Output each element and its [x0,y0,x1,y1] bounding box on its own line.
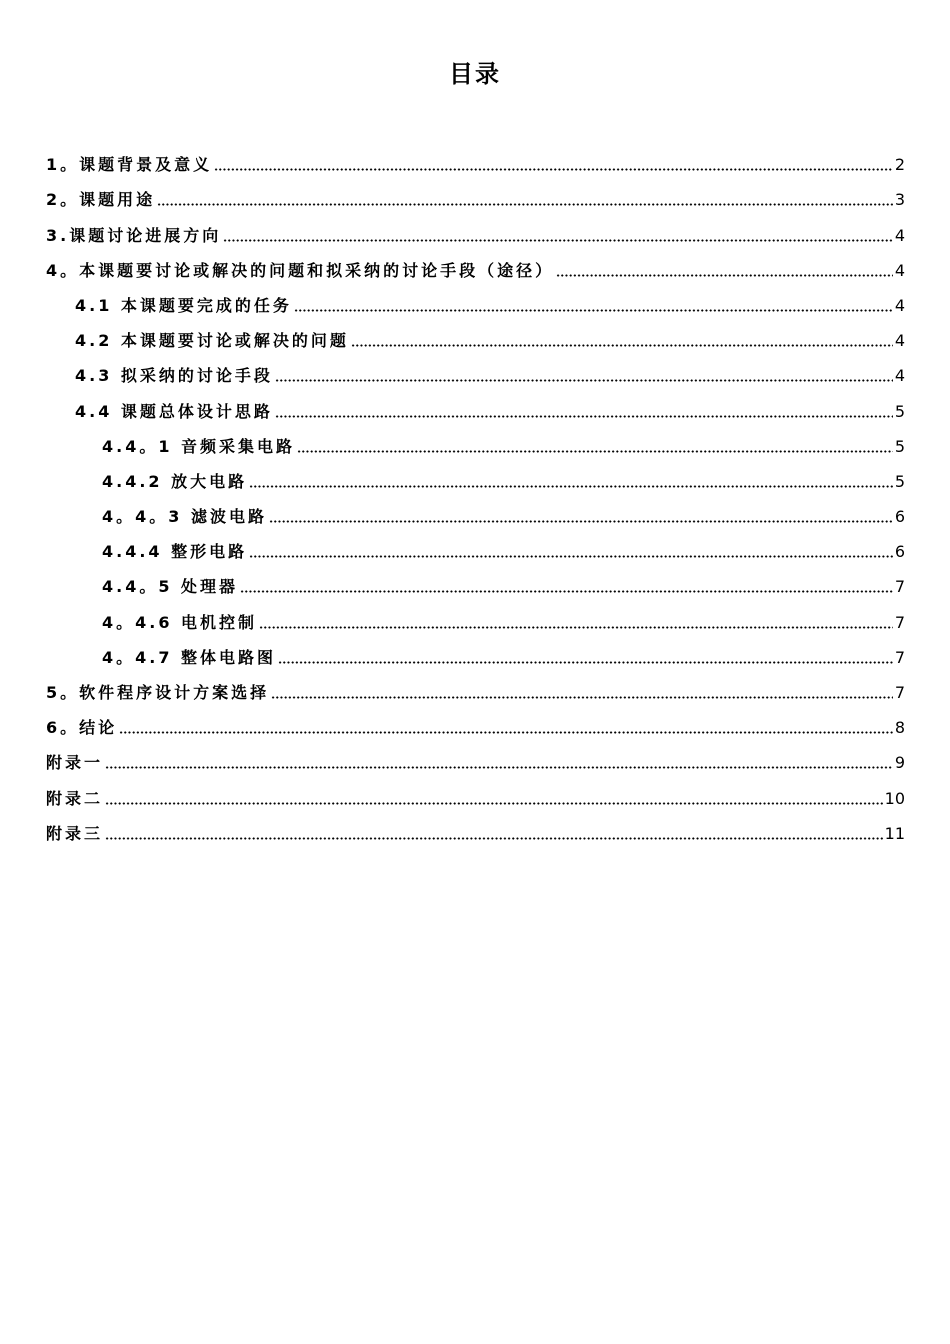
toc-dot-leader [297,441,893,453]
toc-entry[interactable] [46,742,905,777]
toc-dot-leader [214,159,893,171]
toc-dot-leader [275,370,893,382]
toc-entry-label: 4.4.4 整形电路 [102,542,248,562]
toc-entry-label: 4.4 课题总体设计思路 [75,401,273,421]
toc-entry-label: 4.2 本课题要讨论或解决的问题 [75,331,349,351]
toc-entry-label: 附录三 [46,823,104,843]
toc-dot-leader [249,546,893,558]
toc-entry-page-number: 7 [894,577,905,597]
toc-entry-page-number: 10 [884,788,905,808]
toc-entry-label: 3.课题讨论进展方向 [46,225,222,245]
toc-entry-page-number: 9 [894,753,905,773]
toc-dot-leader [294,300,893,312]
toc-dot-leader [119,722,893,734]
toc-entry-label: 6。结论 [46,718,118,738]
toc-entry-page-number: 8 [894,718,905,738]
toc-entry-label: 4。4.7 整体电路图 [102,647,277,667]
toc-entry-page-number: 7 [894,647,905,667]
toc-dot-leader [249,476,893,488]
toc-title: 目录 [449,60,501,88]
toc-entry[interactable] [46,566,905,601]
toc-entry-page-number: 11 [884,823,905,843]
toc-dot-leader [269,511,893,523]
toc-dot-leader [275,406,893,418]
toc-entry-label: 4.4。5 处理器 [102,577,239,597]
toc-entry[interactable] [46,214,905,249]
toc-entry-label: 4.4.2 放大电路 [102,471,248,491]
toc-entry-label: 附录一 [46,753,104,773]
toc-entry-page-number: 2 [894,155,905,175]
toc-entry[interactable] [46,707,905,742]
toc-dot-leader [157,194,893,206]
toc-entry[interactable] [46,601,905,636]
toc-dot-leader [223,230,893,242]
toc-entry-page-number: 7 [894,612,905,632]
toc-dot-leader [556,265,893,277]
toc-dot-leader [240,581,893,593]
toc-entry[interactable] [46,637,905,672]
toc-entry[interactable] [46,777,905,812]
toc-entry-label: 附录二 [46,788,104,808]
toc-entry[interactable] [46,496,905,531]
toc-dot-leader [271,687,893,699]
toc-entry-page-number: 4 [894,225,905,245]
toc-entry-label: 2。课题用途 [46,190,156,210]
toc-entry-label: 4.1 本课题要完成的任务 [75,295,292,315]
toc-entry[interactable] [46,531,905,566]
toc-entry-label: 4.4。1 音频采集电路 [102,436,296,456]
toc-list [46,144,905,848]
toc-entry-page-number: 5 [894,471,905,491]
toc-dot-leader [278,652,893,664]
toc-entry-label: 1。课题背景及意义 [46,155,213,175]
toc-entry-page-number: 3 [894,190,905,210]
toc-entry-label: 5。软件程序设计方案选择 [46,683,270,702]
toc-dot-leader [105,828,883,840]
toc-entry[interactable] [46,320,905,355]
toc-dot-leader [259,617,893,629]
toc-entry[interactable] [46,390,905,425]
toc-entry-page-number: 4 [894,260,905,280]
toc-entry[interactable] [46,672,905,707]
toc-entry[interactable] [46,355,905,390]
toc-entry-page-number: 5 [894,401,905,421]
toc-entry-page-number: 7 [894,683,905,702]
toc-entry[interactable] [46,285,905,320]
toc-dot-leader [105,757,893,769]
toc-entry[interactable] [46,144,905,179]
toc-entry-page-number: 4 [894,295,905,315]
toc-dot-leader [105,793,883,805]
toc-entry-label: 4.3 拟采纳的讨论手段 [75,366,273,386]
toc-entry[interactable] [46,179,905,214]
toc-entry[interactable] [46,461,905,496]
toc-entry-page-number: 4 [894,366,905,386]
toc-entry[interactable] [46,250,905,285]
toc-entry-page-number: 4 [894,331,905,351]
toc-entry-label: 4。4.6 电机控制 [102,612,258,632]
toc-entry-page-number: 6 [894,507,905,527]
toc-dot-leader [351,335,893,347]
toc-entry-label: 4。本课题要讨论或解决的问题和拟采纳的讨论手段（途径） [46,260,555,280]
toc-entry[interactable] [46,426,905,461]
toc-entry-page-number: 6 [894,542,905,562]
toc-entry-page-number: 5 [894,436,905,456]
toc-entry-label: 4。4。3 滤波电路 [102,507,267,527]
toc-entry[interactable] [46,813,905,848]
